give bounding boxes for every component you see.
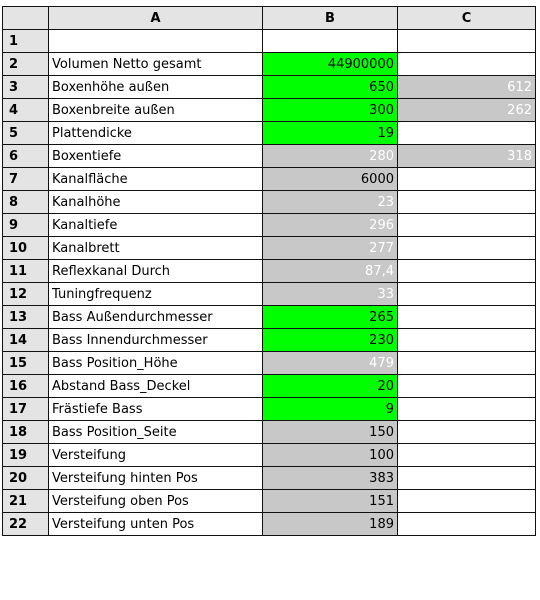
row-header[interactable]: 19 [3, 444, 49, 467]
cell-c-value[interactable] [398, 283, 536, 306]
cell-a-label[interactable]: Volumen Netto gesamt [49, 53, 263, 76]
column-header-row [3, 7, 536, 30]
cell-c-value[interactable] [398, 260, 536, 283]
row-header[interactable]: 4 [3, 99, 49, 122]
cell-c-value[interactable] [398, 191, 536, 214]
cell-b-value[interactable]: 280 [263, 145, 398, 168]
cell-b-value[interactable]: 189 [263, 513, 398, 536]
cell-c-value[interactable] [398, 214, 536, 237]
cell-c-value[interactable] [398, 122, 536, 145]
row-header[interactable]: 2 [3, 53, 49, 76]
table-row [3, 168, 536, 191]
cell-b-value[interactable]: 150 [263, 421, 398, 444]
row-header[interactable]: 6 [3, 145, 49, 168]
row-header[interactable]: 5 [3, 122, 49, 145]
row-header[interactable]: 12 [3, 283, 49, 306]
cell-b-value[interactable]: 277 [263, 237, 398, 260]
cell-a-label[interactable]: Bass Position_Höhe [49, 352, 263, 375]
select-all-corner[interactable] [3, 7, 49, 30]
cell-b-value[interactable]: 383 [263, 467, 398, 490]
cell-a-label[interactable]: Abstand Bass_Deckel [49, 375, 263, 398]
cell-a-label[interactable]: Bass Innendurchmesser [49, 329, 263, 352]
table-row [3, 421, 536, 444]
cell-b-value[interactable]: 9 [263, 398, 398, 421]
cell-c-value[interactable] [398, 490, 536, 513]
column-header-a[interactable]: A [49, 7, 263, 30]
cell-c-value[interactable]: 262 [398, 99, 536, 122]
row-header[interactable]: 11 [3, 260, 49, 283]
cell-c-value[interactable] [398, 352, 536, 375]
row-header[interactable]: 14 [3, 329, 49, 352]
table-row [3, 53, 536, 76]
table-row [3, 490, 536, 513]
cell-a-label[interactable] [49, 30, 263, 53]
row-header[interactable]: 17 [3, 398, 49, 421]
cell-a-label[interactable]: Bass Position_Seite [49, 421, 263, 444]
cell-c-value[interactable] [398, 421, 536, 444]
table-row [3, 306, 536, 329]
row-header[interactable]: 9 [3, 214, 49, 237]
row-header[interactable]: 18 [3, 421, 49, 444]
row-header[interactable]: 20 [3, 467, 49, 490]
row-header[interactable]: 10 [3, 237, 49, 260]
cell-c-value[interactable] [398, 329, 536, 352]
table-row [3, 260, 536, 283]
cell-c-value[interactable] [398, 444, 536, 467]
spreadsheet-body [3, 30, 536, 536]
cell-c-value[interactable] [398, 237, 536, 260]
table-row [3, 398, 536, 421]
cell-a-label[interactable]: Versteifung [49, 444, 263, 467]
row-header[interactable]: 13 [3, 306, 49, 329]
cell-a-label[interactable]: Plattendicke [49, 122, 263, 145]
cell-b-value[interactable]: 230 [263, 329, 398, 352]
cell-b-value[interactable]: 23 [263, 191, 398, 214]
cell-c-value[interactable] [398, 467, 536, 490]
cell-a-label[interactable]: Boxenhöhe außen [49, 76, 263, 99]
spreadsheet-table [2, 6, 536, 536]
cell-b-value[interactable]: 6000 [263, 168, 398, 191]
cell-c-value[interactable] [398, 30, 536, 53]
table-row [3, 99, 536, 122]
column-header-b[interactable]: B [263, 7, 398, 30]
cell-a-label[interactable]: Boxenbreite außen [49, 99, 263, 122]
cell-a-label[interactable]: Versteifung unten Pos [49, 513, 263, 536]
cell-b-value[interactable] [263, 30, 398, 53]
cell-c-value[interactable] [398, 398, 536, 421]
row-header[interactable]: 22 [3, 513, 49, 536]
cell-c-value[interactable] [398, 513, 536, 536]
table-row [3, 467, 536, 490]
cell-a-label[interactable]: Versteifung hinten Pos [49, 467, 263, 490]
table-row [3, 329, 536, 352]
cell-b-value[interactable]: 300 [263, 99, 398, 122]
cell-c-value[interactable]: 612 [398, 76, 536, 99]
cell-a-label[interactable]: Tuningfrequenz [49, 283, 263, 306]
cell-c-value[interactable] [398, 375, 536, 398]
table-row [3, 352, 536, 375]
cell-c-value[interactable] [398, 53, 536, 76]
table-row [3, 76, 536, 99]
cell-b-value[interactable]: 87,4 [263, 260, 398, 283]
cell-b-value[interactable]: 479 [263, 352, 398, 375]
row-header[interactable]: 8 [3, 191, 49, 214]
cell-b-value[interactable]: 19 [263, 122, 398, 145]
cell-b-value[interactable]: 100 [263, 444, 398, 467]
table-row [3, 375, 536, 398]
table-row [3, 122, 536, 145]
cell-a-label[interactable]: Versteifung oben Pos [49, 490, 263, 513]
cell-b-value[interactable]: 44900000 [263, 53, 398, 76]
row-header[interactable]: 1 [3, 30, 49, 53]
cell-a-label[interactable]: Boxentiefe [49, 145, 263, 168]
cell-a-label[interactable]: Reflexkanal Durch [49, 260, 263, 283]
table-row [3, 283, 536, 306]
cell-a-label[interactable]: Kanalhöhe [49, 191, 263, 214]
cell-b-value[interactable]: 265 [263, 306, 398, 329]
cell-a-label[interactable]: Kanaltiefe [49, 214, 263, 237]
table-row [3, 513, 536, 536]
table-row [3, 145, 536, 168]
cell-b-value[interactable]: 151 [263, 490, 398, 513]
cell-b-value[interactable]: 296 [263, 214, 398, 237]
cell-b-value[interactable]: 33 [263, 283, 398, 306]
cell-b-value[interactable]: 650 [263, 76, 398, 99]
row-header[interactable]: 21 [3, 490, 49, 513]
cell-a-label[interactable]: Kanalbrett [49, 237, 263, 260]
cell-a-label[interactable]: Kanalfläche [49, 168, 263, 191]
table-row [3, 237, 536, 260]
column-header-c[interactable]: C [398, 7, 536, 30]
table-row [3, 30, 536, 53]
cell-a-label[interactable]: Frästiefe Bass [49, 398, 263, 421]
cell-c-value[interactable] [398, 168, 536, 191]
cell-b-value[interactable]: 20 [263, 375, 398, 398]
row-header[interactable]: 16 [3, 375, 49, 398]
cell-c-value[interactable] [398, 306, 536, 329]
cell-c-value[interactable]: 318 [398, 145, 536, 168]
row-header[interactable]: 7 [3, 168, 49, 191]
cell-a-label[interactable]: Bass Außendurchmesser [49, 306, 263, 329]
row-header[interactable]: 3 [3, 76, 49, 99]
row-header[interactable]: 15 [3, 352, 49, 375]
table-row [3, 444, 536, 467]
spreadsheet-grid [2, 6, 536, 536]
table-row [3, 191, 536, 214]
table-row [3, 214, 536, 237]
